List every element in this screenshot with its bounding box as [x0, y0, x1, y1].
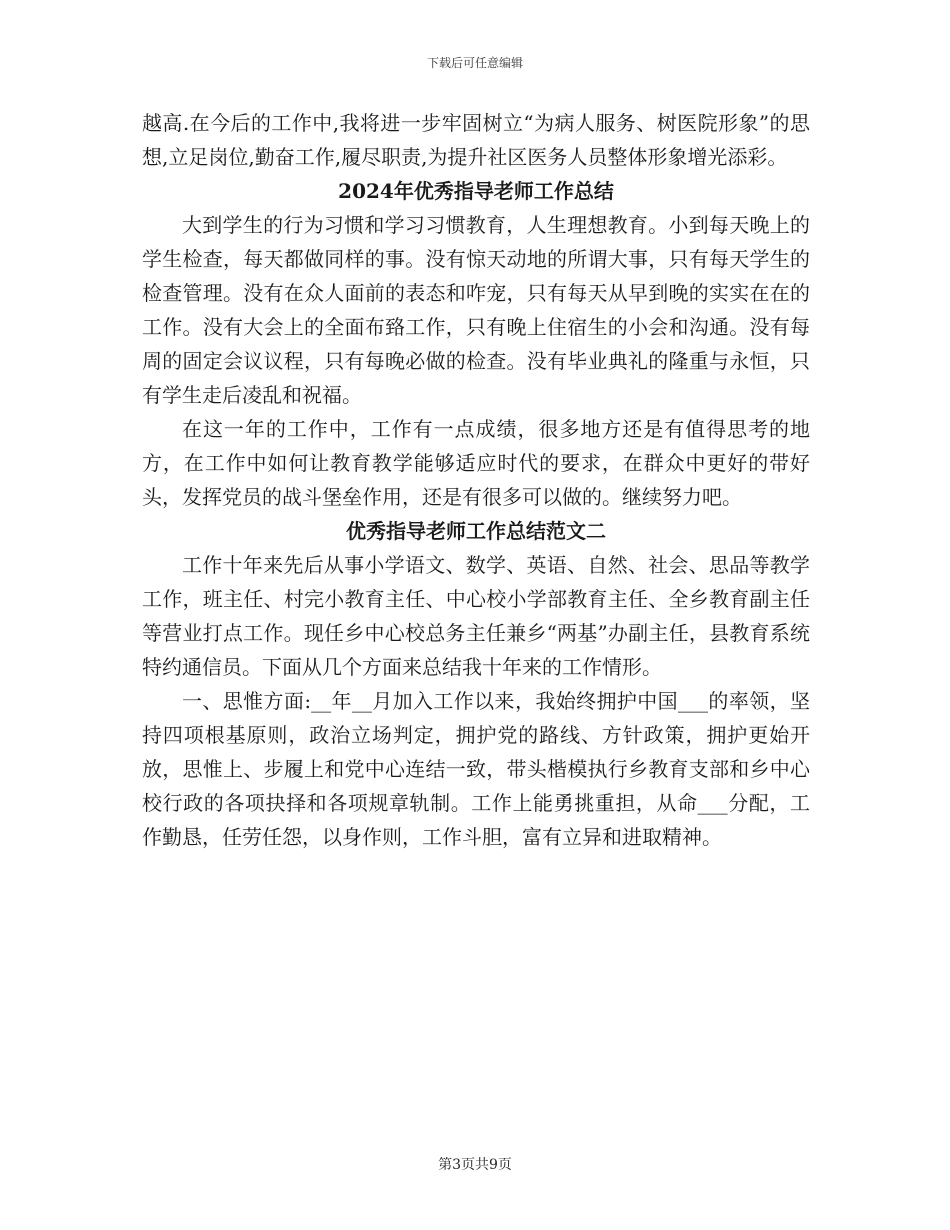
section-title-1: 2024年优秀指导老师工作总结: [338, 179, 614, 203]
section1-paragraph-2: 在这一年的工作中，工作有一点成绩，很多地方还是有值得思考的地方，在工作中如何让教育教学能够适应时代的要求，在群众中更好的带好头，发挥党员的战斗堡垒作用，还是有很多可以做的。继续努力吧。: [142, 417, 810, 509]
section2-paragraph-2: 一、思惟方面:__年__月加入工作以来，我始终拥护中国___的率领，坚持四项根基原则，政治立场判定，拥护党的路线、方针政策，拥护更始开放，思惟上、步履上和党中心连结一致，带头楷模执行乡教育支部和乡中心校行政的各项抉择和各项规章轨制。工作上能勇挑重担，从命___分配，工作勤恳，任劳任怨，以身作则，工作斗胆，富有立异和进取精神。: [142, 689, 810, 849]
section-title-2: 优秀指导老师工作总结范文二: [346, 519, 606, 543]
document-body: [142, 106, 810, 854]
intro-paragraph: 越高.在今后的工作中,我将进一步牢固树立“为病人服务、树医院形象”的思想,立足岗位,勤奋工作,履尽职责,为提升社区医务人员整体形象增光添彩。: [142, 111, 810, 169]
section2-paragraph-1: 工作十年来先后从事小学语文、数学、英语、自然、社会、思品等教学工作，班主任、村完小教育主任、中心校小学部教育主任、全乡教育副主任等营业打点工作。现任乡中心校总务主任兼乡“两基”办副主任，县教育系统特约通信员。下面从几个方面来总结我十年来的工作情形。: [142, 553, 810, 679]
page-number: 第3页共9页: [438, 1157, 512, 1173]
page-header-note: 下载后可任意编辑: [426, 56, 523, 70]
section1-paragraph-1: 大到学生的行为习惯和学习习惯教育，人生理想教育。小到每天晚上的学生检查，每天都做同样的事。没有惊天动地的所谓大事，只有每天学生的检查管理。没有在众人面前的表态和咋宠，只有每天从早到晚的实实在在的工作。没有大会上的全面布臵工作，只有晚上住宿生的小会和沟通。没有每周的固定会议议程，只有每晚必做的检查。没有毕业典礼的隆重与永恒，只有学生走后凌乱和祝福。: [142, 213, 810, 407]
